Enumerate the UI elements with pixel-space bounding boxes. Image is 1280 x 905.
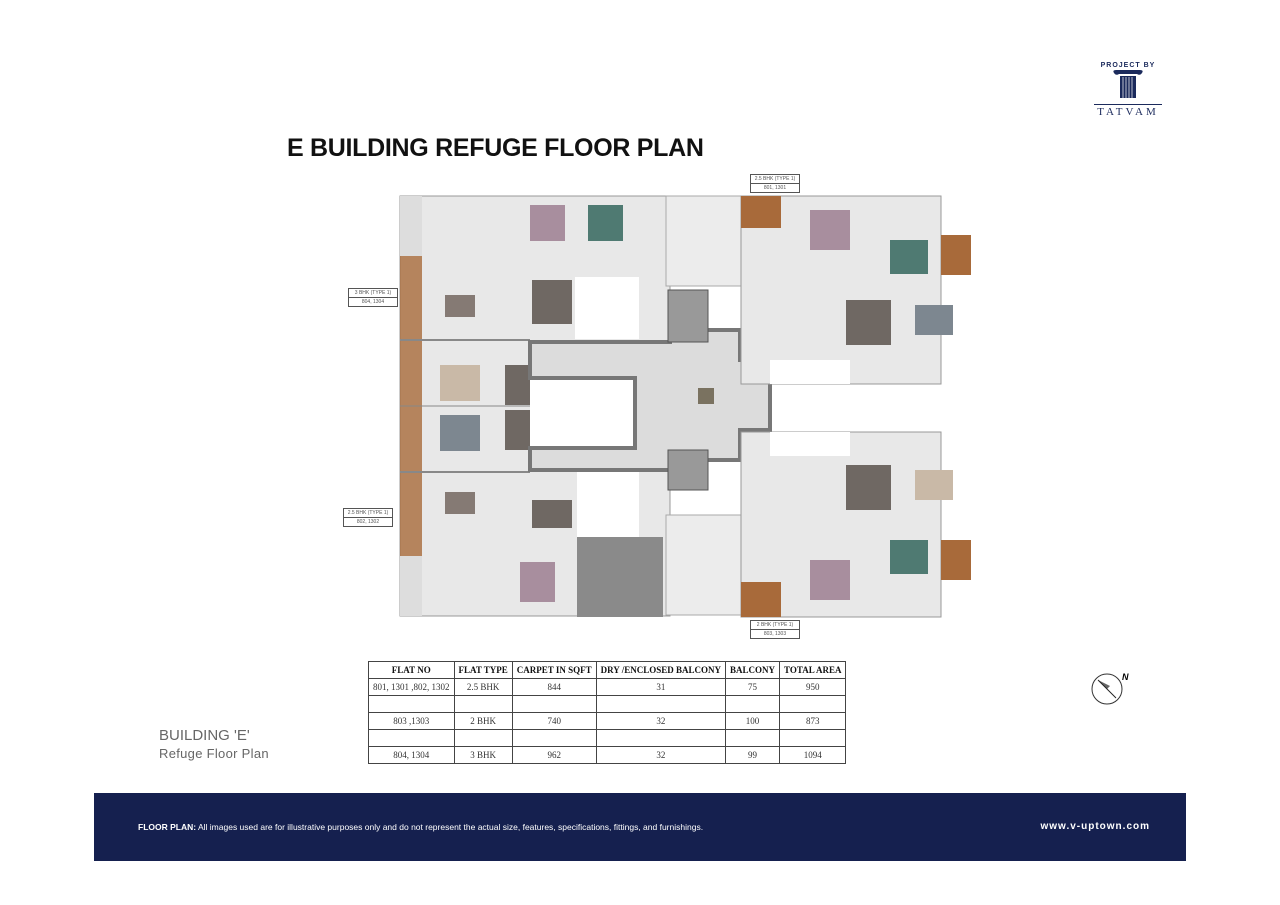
table-row: 801, 1301 ,802, 1302 2.5 BHK 844 31 75 950 bbox=[369, 679, 846, 696]
unit-tag-bottom-right: 2 BHK (TYPE 1) 803, 1303 bbox=[750, 620, 800, 639]
website-link[interactable]: www.v-uptown.com bbox=[1040, 821, 1150, 832]
building-name: BUILDING 'E' bbox=[159, 727, 250, 744]
unit-tag-left-middle: 3 BHK (TYPE 1) 804, 1304 bbox=[348, 288, 398, 307]
unit-tag-bottom-left: 2.5 BHK (TYPE 1) 802, 1302 bbox=[343, 508, 393, 527]
page-title: E BUILDING REFUGE FLOOR PLAN bbox=[287, 134, 704, 162]
footer-disclaimer: FLOOR PLAN: All images used are for illustrative purposes only and do not represent the actual size, features, specifications, fittings, and furnishings. bbox=[138, 822, 704, 832]
floor-plan-drawing bbox=[340, 170, 980, 625]
header-flat-type: FLAT TYPE bbox=[454, 662, 512, 679]
north-arrow-icon bbox=[1090, 668, 1130, 715]
project-by-label: PROJECT BY bbox=[1100, 62, 1156, 69]
header-carpet: CARPET IN SQFT bbox=[512, 662, 596, 679]
header-dry-balcony: DRY /ENCLOSED BALCONY bbox=[596, 662, 725, 679]
footer-banner bbox=[94, 793, 1186, 861]
area-table bbox=[368, 661, 846, 764]
table-row bbox=[369, 696, 846, 713]
north-label: N bbox=[1122, 672, 1129, 682]
floor-plan bbox=[340, 170, 980, 637]
table-row bbox=[369, 730, 846, 747]
pillar-icon bbox=[1110, 69, 1146, 99]
table-header-row bbox=[369, 662, 846, 679]
unit-tag-top-right: 2.5 BHK (TYPE 1) 801, 1301 bbox=[750, 174, 800, 193]
header-balcony: BALCONY bbox=[726, 662, 780, 679]
header-flat-no: FLAT NO bbox=[369, 662, 455, 679]
building-subtitle: Refuge Floor Plan bbox=[159, 746, 269, 761]
table-row: 804, 1304 3 BHK 962 32 99 1094 bbox=[369, 747, 846, 764]
tatvam-logo bbox=[1088, 62, 1168, 118]
building-caption bbox=[159, 727, 269, 761]
brand-name: TATVAM bbox=[1094, 104, 1162, 118]
table-row: 803 ,1303 2 BHK 740 32 100 873 bbox=[369, 713, 846, 730]
header-total-area: TOTAL AREA bbox=[780, 662, 846, 679]
